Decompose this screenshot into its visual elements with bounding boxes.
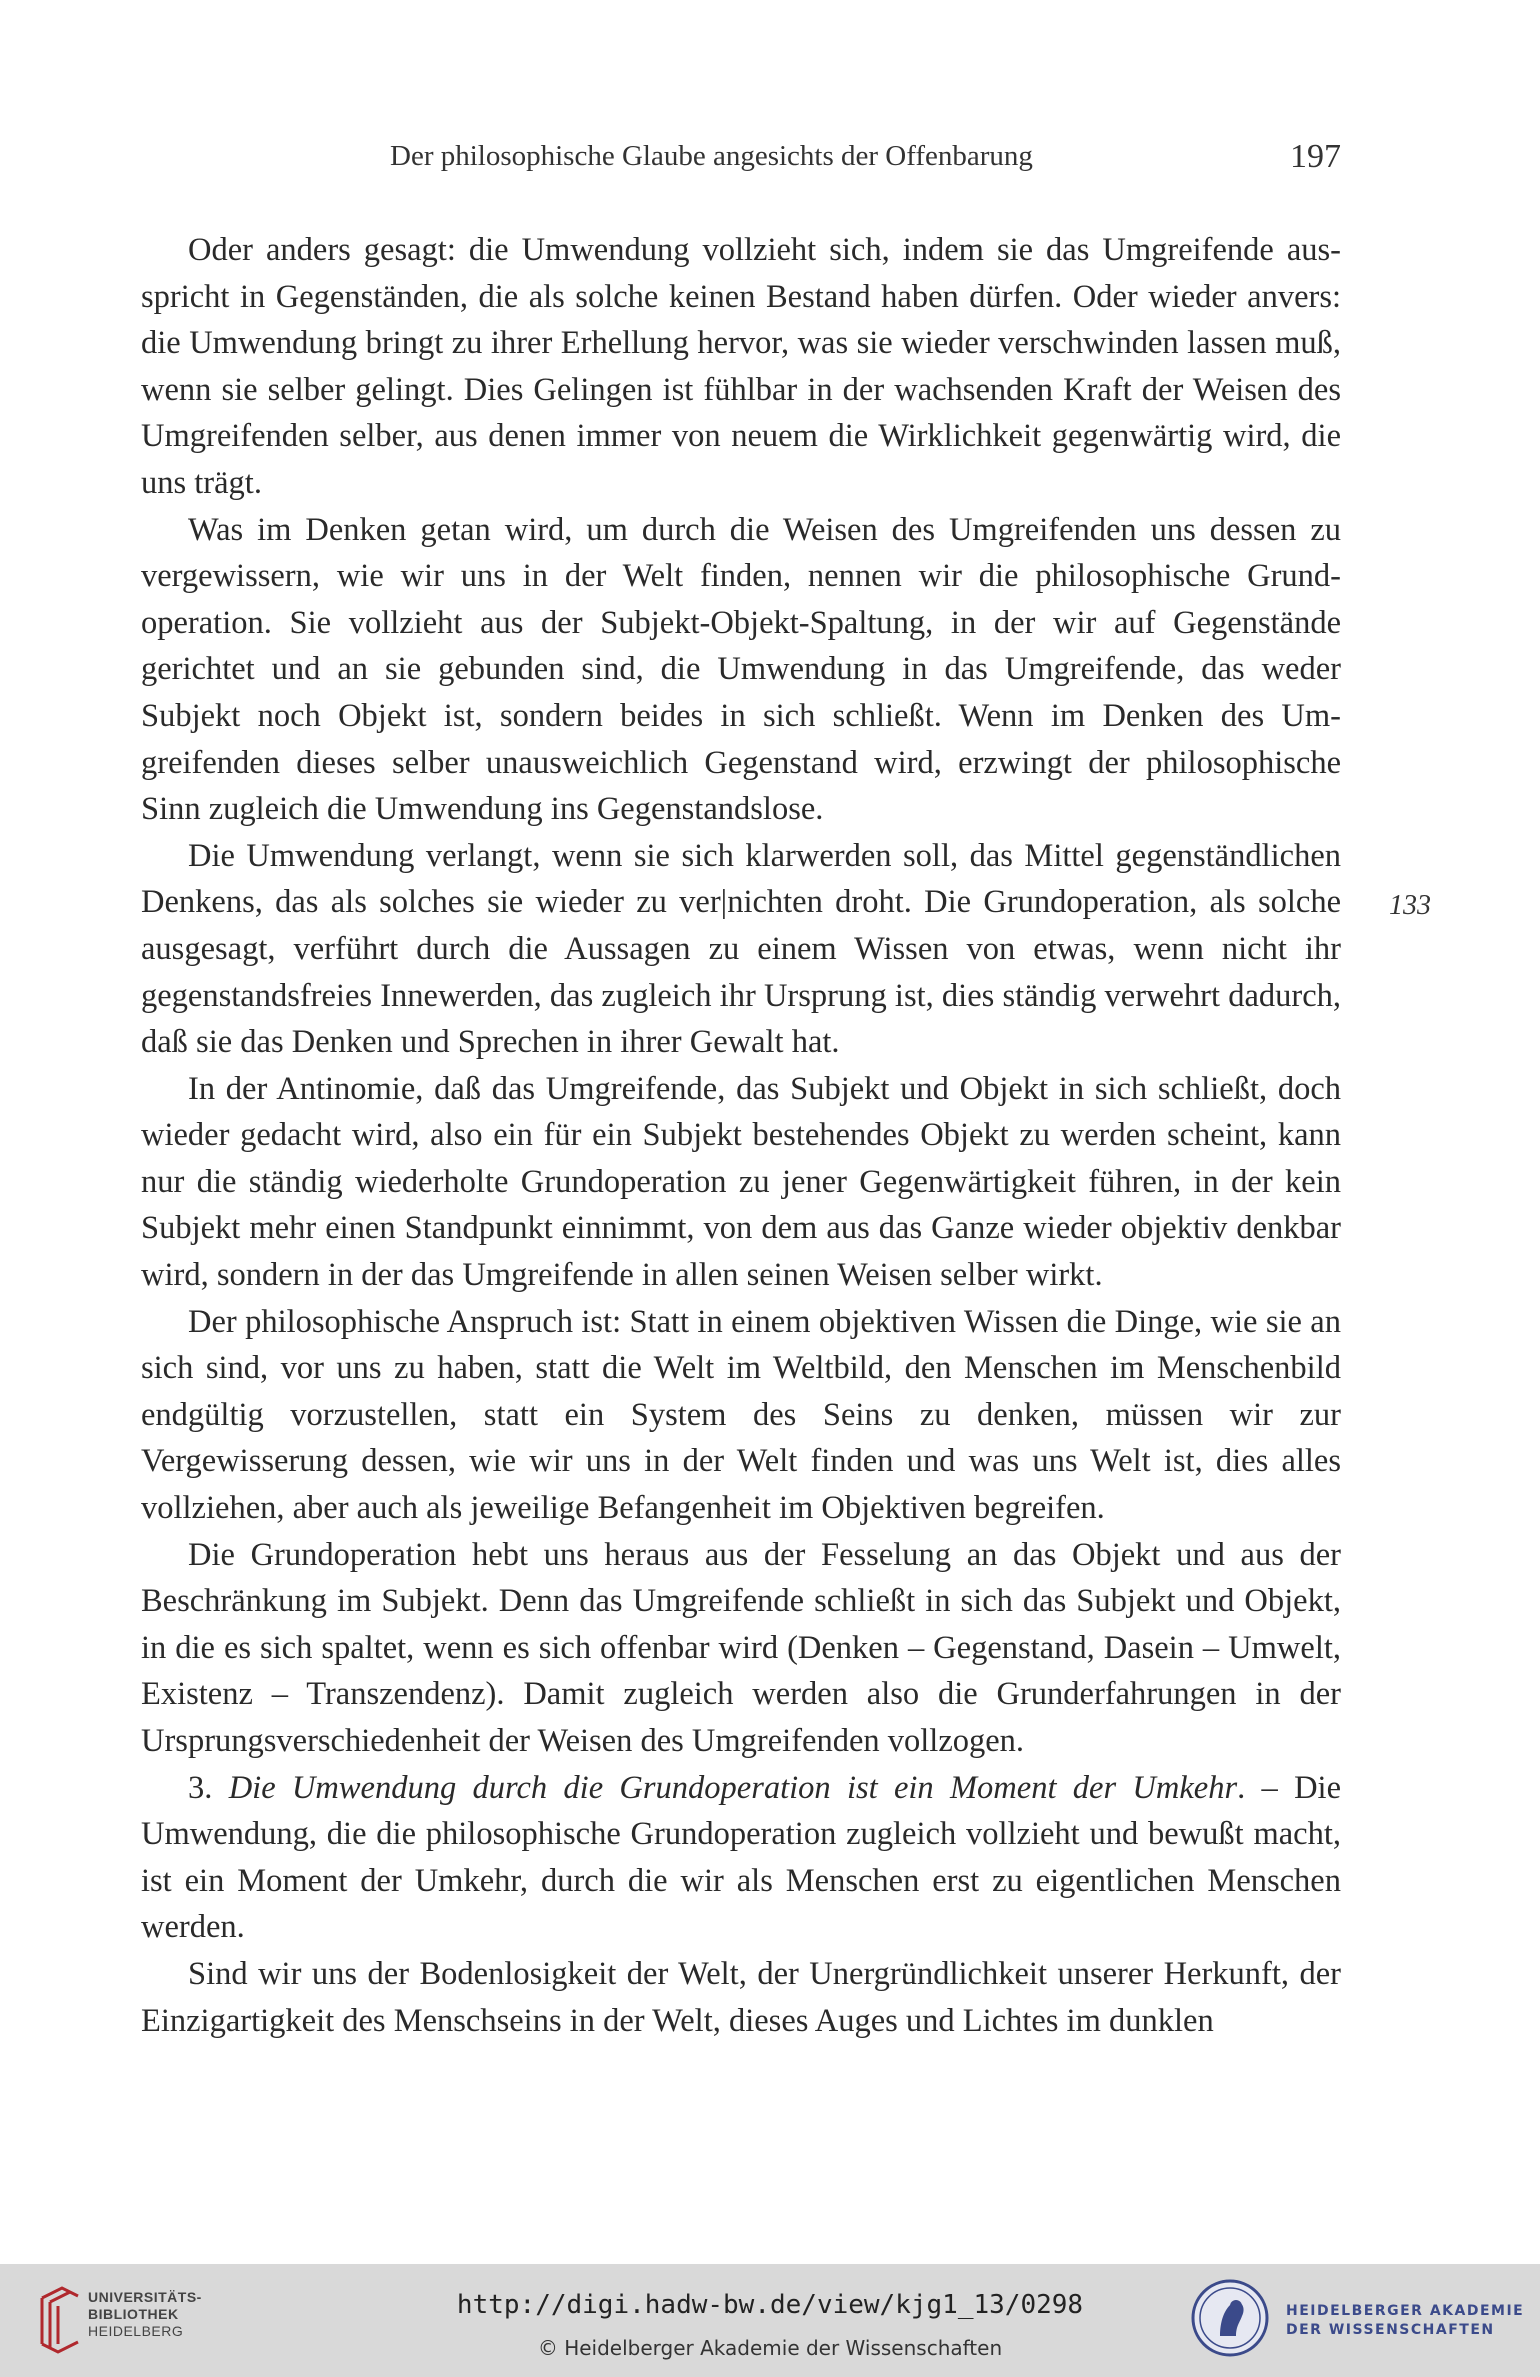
academy-seal-icon[interactable] [1190, 2278, 1270, 2358]
academy-line-2: DER WISSENSCHAFTEN [1286, 2322, 1495, 2338]
paragraph: In der Antinomie, daß das Umgreifende, das Subjekt und Objekt in sich schließt, doch wieder gedacht wird, also ein für ein Subjekt bestehendes Objekt zu werden scheint, kann nur die ständig wiederholte Grundoperation zu jener Gegenwärtigkeit führen, in der kein Subjekt mehr einen Standpunkt einnimmt, von dem aus das Ganze wieder objektiv denkbar wird, sondern in der das Umgreifende in allen seinen Weisen selber wirkt. [141, 1070, 1341, 1294]
academy-name [1286, 2302, 1524, 2340]
paragraph: Oder anders gesagt: die Umwendung vollzieht sich, indem sie das Umgreifende ausspricht in Gegenständen, die als solche keinen Bestand haben dürfen. Oder wieder anvers: die Umwendung bringt zu ihrer Erhellung hervor, was sie wieder verschwinden lassen muß, wenn sie selber gelingt. Dies Gelingen ist fühlbar in der wachsenden Kraft der Weisen des Umgreifenden selber, aus denen immer von neuem die Wirklichkeit gegenwärtig wird, die uns trägt. [141, 232, 1341, 501]
paragraph: Die Grundoperation hebt uns heraus aus der Fesselung an das Objekt und aus der Beschränkung im Subjekt. Denn das Umgreifende schließt in sich das Subjekt und Objekt, in die es sich spaltet, wenn es sich offenbar wird (Denken – Gegenstand, Dasein – Umwelt, Existenz – Transzendenz). Damit zugleich werden also die Grunderfahrungen in der Ursprungsverschiedenheit der Weisen des Umgreifenden vollzogen. [141, 1536, 1341, 1759]
body-text [141, 227, 1341, 2044]
section-text: . – Die Umwendung, die die philosophische Grundoperation zugleich vollzieht und bewußt macht, ist ein Moment der Umkehr, durch die wir als Menschen erst zu eigentlichen Menschen werden. [141, 1769, 1341, 1946]
margin-page-reference: 133 [1389, 890, 1431, 921]
ub-line-2: BIBLIOTHEK [88, 2306, 179, 2322]
page-number: 197 [1290, 138, 1341, 175]
paragraph: Sind wir uns der Bodenlosigkeit der Welt, der Unergründlichkeit unserer Herkunft, der Einzigartigkeit des Menschseins in der Welt, dieses Auges und Lichtes im dunklen [141, 1955, 1341, 2039]
copyright-notice: © Heidelberger Akademie der Wissenschaften [537, 2336, 1003, 2360]
section-number: 3. [188, 1769, 213, 1806]
paragraph: Was im Denken getan wird, um durch die Weisen des Umgreifenden uns dessen zu vergewissern, wie wir uns in der Welt finden, nennen wir die philosophische Grundoperation. Sie vollzieht aus der Subjekt-Objekt-Spaltung, in der wir auf Gegenstände gerichtet und an sie gebunden sind, die Umwendung in das Umgreifende, das weder Subjekt noch Objekt ist, sondern beides in sich schließt. Wenn im Denken des Umgreifenden dieses selber unausweichlich Gegenstand wird, erzwingt der philosophische Sinn zugleich die Umwendung ins Gegenstandslose. [141, 511, 1341, 828]
paragraph-section-3 [141, 1765, 1341, 1951]
section-heading: Die Umwendung durch die Grundoperation ist ein Moment der Umkehr [228, 1769, 1238, 1806]
paragraph: Die Umwendung verlangt, wenn sie sich klarwerden soll, das Mittel gegenständlichen Denkens, das als solches sie wieder zu ver|nichten droht. Die Grundoperation, als solche ausgesagt, verführt durch die Aussagen zu einem Wissen von etwas, wenn nicht ihr gegenstandsfreies Innewerden, das zugleich ihr Ursprung ist, dies ständig verwehrt dadurch, daß sie das Denken und Sprechen in ihrer Gewalt hat. [141, 837, 1341, 1061]
paragraph: Der philosophische Anspruch ist: Statt in einem objektiven Wissen die Dinge, wie sie an sich sind, vor uns zu haben, statt die Welt im Weltbild, den Menschen im Menschenbild endgültig vorzustellen, statt ein System des Seins zu denken, müssen wir zur Vergewisserung dessen, wie wir uns in der Welt finden und was uns Welt ist, dies alles vollziehen, aber auch als jeweilige Befangenheit im Objektiven begreifen. [141, 1303, 1341, 1527]
ub-line-1: UNIVERSITÄTS- [88, 2289, 202, 2305]
running-title: Der philosophische Glaube angesichts der Offenbarung [390, 140, 1033, 172]
ub-line-3: HEIDELBERG [88, 2323, 184, 2339]
academy-line-1: HEIDELBERGER AKADEMIE [1286, 2303, 1525, 2319]
permalink-url[interactable]: http://digi.hadw-bw.de/view/kjg1_13/0298 [456, 2290, 1084, 2320]
